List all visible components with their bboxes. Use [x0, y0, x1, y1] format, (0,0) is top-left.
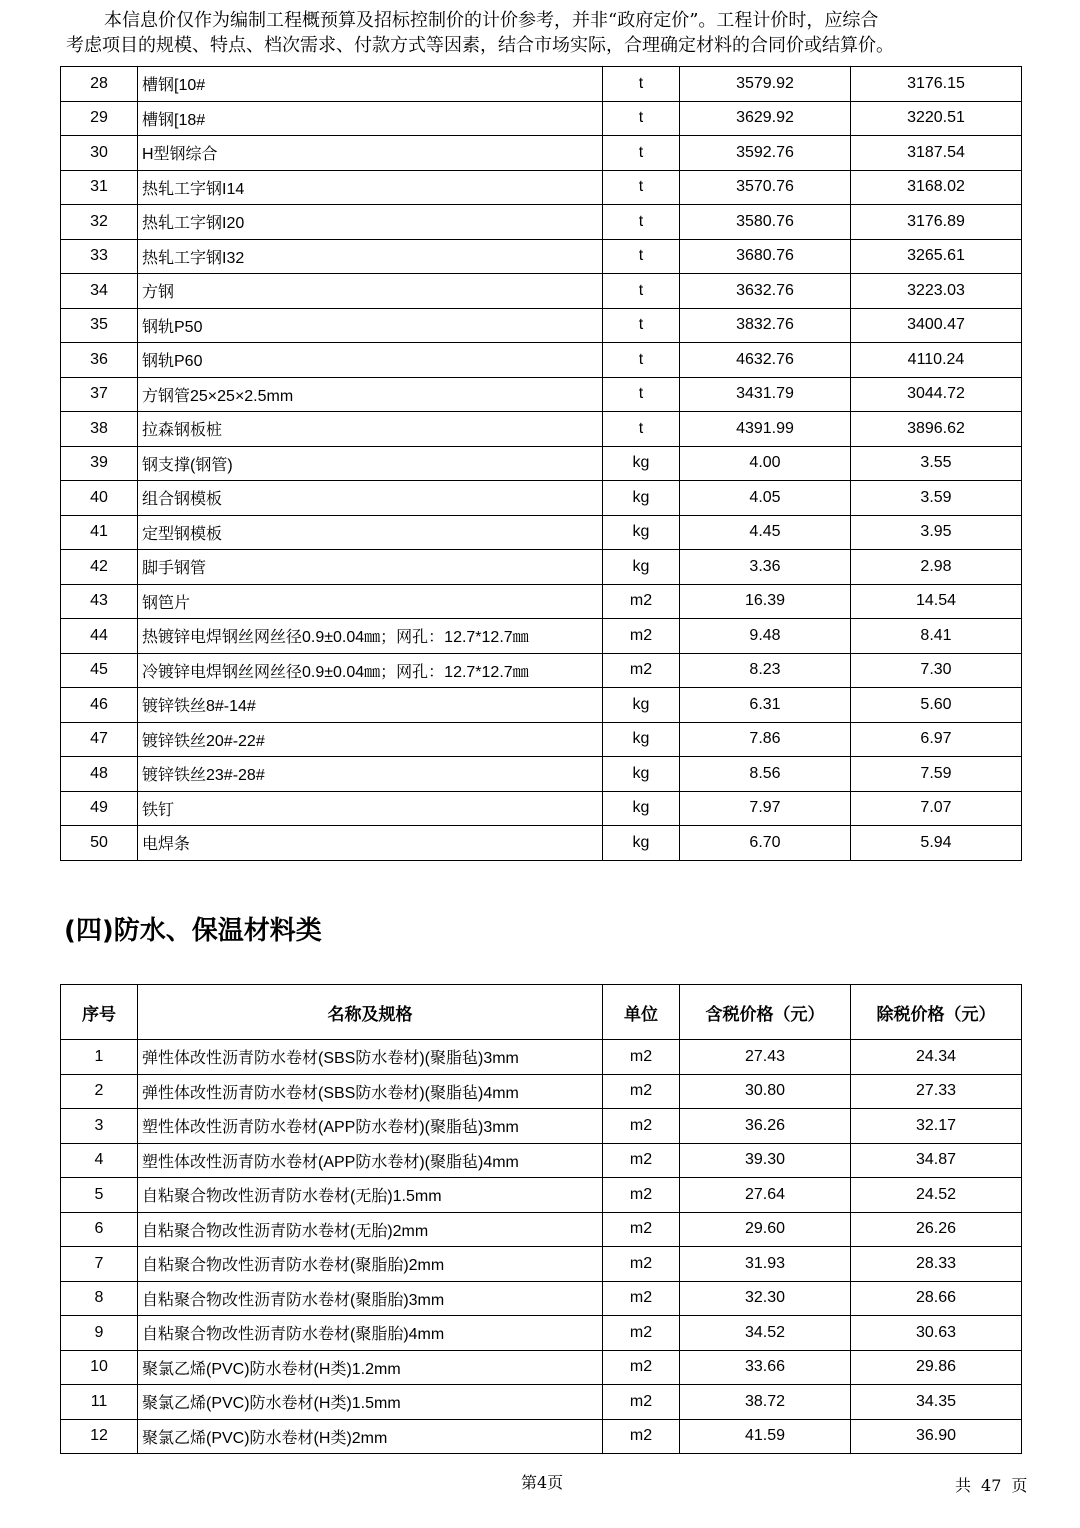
cell-name: 槽钢[18# [138, 101, 603, 136]
cell-price-notax: 3896.62 [851, 412, 1022, 447]
cell-unit: m2 [603, 619, 680, 654]
cell-no: 11 [61, 1385, 138, 1420]
cell-price-notax: 29.86 [851, 1350, 1022, 1385]
cell-price-notax: 5.94 [851, 826, 1022, 861]
header-name: 名称及规格 [138, 985, 603, 1040]
table-row [61, 101, 1022, 136]
cell-name: 镀锌铁丝8#-14# [138, 688, 603, 723]
cell-price-tax: 8.56 [680, 757, 851, 792]
cell-price-notax: 3.59 [851, 481, 1022, 516]
cell-unit: t [603, 239, 680, 274]
cell-no: 36 [61, 343, 138, 378]
table-row [61, 377, 1022, 412]
table-row [61, 515, 1022, 550]
cell-price-tax: 3580.76 [680, 205, 851, 240]
cell-price-notax: 34.35 [851, 1385, 1022, 1420]
cell-price-tax: 4.45 [680, 515, 851, 550]
cell-price-notax: 5.60 [851, 688, 1022, 723]
cell-name: 塑性体改性沥青防水卷材(APP防水卷材)(聚脂毡)4mm [138, 1143, 603, 1178]
page-total-suffix: 页 [1011, 1476, 1028, 1495]
table-row [61, 481, 1022, 516]
cell-no: 32 [61, 205, 138, 240]
cell-unit: m2 [603, 1281, 680, 1316]
cell-no: 6 [61, 1212, 138, 1247]
cell-no: 43 [61, 584, 138, 619]
cell-price-tax: 4.05 [680, 481, 851, 516]
cell-price-tax: 3570.76 [680, 170, 851, 205]
cell-price-notax: 24.52 [851, 1178, 1022, 1213]
table-row [61, 308, 1022, 343]
table-row [61, 343, 1022, 378]
cell-unit: m2 [603, 1143, 680, 1178]
cell-price-tax: 4632.76 [680, 343, 851, 378]
table-row [61, 826, 1022, 861]
cell-unit: kg [603, 550, 680, 585]
table-row [61, 584, 1022, 619]
table-row [61, 170, 1022, 205]
cell-unit: kg [603, 826, 680, 861]
table-row [61, 1385, 1022, 1420]
page-total [955, 1473, 1037, 1496]
header-no: 序号 [61, 985, 138, 1040]
cell-name: 铁钉 [138, 791, 603, 826]
cell-unit: t [603, 205, 680, 240]
cell-unit: t [603, 343, 680, 378]
cell-price-notax: 34.87 [851, 1143, 1022, 1178]
table-row [61, 67, 1022, 102]
cell-name: 聚氯乙烯(PVC)防水卷材(H类)1.5mm [138, 1385, 603, 1420]
cell-unit: m2 [603, 653, 680, 688]
cell-name: 自粘聚合物改性沥青防水卷材(聚脂胎)4mm [138, 1316, 603, 1351]
table-row [61, 1074, 1022, 1109]
cell-price-notax: 24.34 [851, 1040, 1022, 1075]
cell-unit: t [603, 274, 680, 309]
cell-name: 弹性体改性沥青防水卷材(SBS防水卷材)(聚脂毡)4mm [138, 1074, 603, 1109]
cell-no: 37 [61, 377, 138, 412]
cell-price-notax: 7.07 [851, 791, 1022, 826]
cell-price-tax: 34.52 [680, 1316, 851, 1351]
cell-no: 8 [61, 1281, 138, 1316]
cell-price-tax: 3629.92 [680, 101, 851, 136]
cell-name: 方钢管25×25×2.5mm [138, 377, 603, 412]
cell-price-tax: 3832.76 [680, 308, 851, 343]
cell-no: 45 [61, 653, 138, 688]
cell-price-tax: 36.26 [680, 1109, 851, 1144]
cell-price-notax: 3400.47 [851, 308, 1022, 343]
cell-price-notax: 3.95 [851, 515, 1022, 550]
cell-name: 自粘聚合物改性沥青防水卷材(无胎)2mm [138, 1212, 603, 1247]
cell-name: 钢轨P60 [138, 343, 603, 378]
table-row [61, 205, 1022, 240]
cell-unit: m2 [603, 1247, 680, 1282]
table-row [61, 1143, 1022, 1178]
table-row [61, 412, 1022, 447]
cell-price-notax: 8.41 [851, 619, 1022, 654]
cell-price-tax: 7.97 [680, 791, 851, 826]
cell-price-tax: 27.43 [680, 1040, 851, 1075]
cell-price-notax: 3223.03 [851, 274, 1022, 309]
cell-price-notax: 28.33 [851, 1247, 1022, 1282]
cell-name: 镀锌铁丝23#-28# [138, 757, 603, 792]
table-row [61, 791, 1022, 826]
cell-unit: kg [603, 722, 680, 757]
cell-no: 39 [61, 446, 138, 481]
cell-name: 冷镀锌电焊钢丝网丝径0.9±0.04㎜；网孔：12.7*12.7㎜ [138, 653, 603, 688]
cell-price-tax: 38.72 [680, 1385, 851, 1420]
cell-no: 40 [61, 481, 138, 516]
table-row [61, 446, 1022, 481]
cell-price-tax: 8.23 [680, 653, 851, 688]
cell-no: 42 [61, 550, 138, 585]
table-row [61, 1281, 1022, 1316]
page-total-prefix: 共 [955, 1476, 972, 1495]
section-title: (四)防水、保温材料类 [64, 916, 322, 946]
cell-name: 定型钢模板 [138, 515, 603, 550]
cell-price-notax: 3168.02 [851, 170, 1022, 205]
cell-name: 钢笆片 [138, 584, 603, 619]
cell-unit: m2 [603, 1074, 680, 1109]
cell-price-notax: 32.17 [851, 1109, 1022, 1144]
cell-name: H型钢综合 [138, 136, 603, 171]
table-row [61, 1109, 1022, 1144]
cell-price-tax: 7.86 [680, 722, 851, 757]
cell-no: 9 [61, 1316, 138, 1351]
table-row [61, 1178, 1022, 1213]
disclaimer-line-1: 本信息价仅作为编制工程概预算及招标控制价的计价参考，并非“政府定价”。工程计价时，应综合 [104, 10, 879, 31]
cell-price-tax: 33.66 [680, 1350, 851, 1385]
cell-price-notax: 2.98 [851, 550, 1022, 585]
table-row [61, 1419, 1022, 1454]
cell-no: 28 [61, 67, 138, 102]
cell-name: 钢轨P50 [138, 308, 603, 343]
cell-no: 10 [61, 1350, 138, 1385]
cell-unit: t [603, 377, 680, 412]
cell-unit: m2 [603, 1212, 680, 1247]
cell-no: 48 [61, 757, 138, 792]
cell-price-tax: 4.00 [680, 446, 851, 481]
cell-price-tax: 39.30 [680, 1143, 851, 1178]
cell-price-notax: 36.90 [851, 1419, 1022, 1454]
cell-unit: t [603, 308, 680, 343]
table-header-row [61, 985, 1022, 1040]
cell-price-notax: 7.59 [851, 757, 1022, 792]
cell-price-notax: 6.97 [851, 722, 1022, 757]
cell-price-notax: 26.26 [851, 1212, 1022, 1247]
table-row [61, 550, 1022, 585]
cell-name: 热轧工字钢I32 [138, 239, 603, 274]
cell-price-notax: 3220.51 [851, 101, 1022, 136]
cell-unit: m2 [603, 1178, 680, 1213]
cell-unit: m2 [603, 1316, 680, 1351]
steel-price-table [60, 66, 1022, 861]
waterproof-price-table [60, 984, 1022, 1454]
cell-unit: t [603, 67, 680, 102]
cell-name: 塑性体改性沥青防水卷材(APP防水卷材)(聚脂毡)3mm [138, 1109, 603, 1144]
page-number: 第4页 [521, 1473, 564, 1492]
cell-name: 弹性体改性沥青防水卷材(SBS防水卷材)(聚脂毡)3mm [138, 1040, 603, 1075]
table-row [61, 274, 1022, 309]
table-row [61, 239, 1022, 274]
table-row [61, 722, 1022, 757]
cell-price-notax: 3265.61 [851, 239, 1022, 274]
cell-unit: kg [603, 791, 680, 826]
cell-unit: m2 [603, 1350, 680, 1385]
table-row [61, 688, 1022, 723]
cell-no: 2 [61, 1074, 138, 1109]
cell-no: 38 [61, 412, 138, 447]
cell-no: 3 [61, 1109, 138, 1144]
header-price-notax: 除税价格（元） [851, 985, 1022, 1040]
cell-no: 34 [61, 274, 138, 309]
cell-price-tax: 6.70 [680, 826, 851, 861]
cell-price-notax: 3187.54 [851, 136, 1022, 171]
cell-price-tax: 9.48 [680, 619, 851, 654]
cell-price-notax: 30.63 [851, 1316, 1022, 1351]
cell-name: 热镀锌电焊钢丝网丝径0.9±0.04㎜；网孔：12.7*12.7㎜ [138, 619, 603, 654]
cell-price-tax: 3431.79 [680, 377, 851, 412]
cell-price-notax: 3176.89 [851, 205, 1022, 240]
cell-price-notax: 4110.24 [851, 343, 1022, 378]
cell-name: 自粘聚合物改性沥青防水卷材(无胎)1.5mm [138, 1178, 603, 1213]
table-row [61, 136, 1022, 171]
cell-no: 46 [61, 688, 138, 723]
cell-price-notax: 3.55 [851, 446, 1022, 481]
table-row [61, 653, 1022, 688]
cell-unit: t [603, 412, 680, 447]
cell-name: 自粘聚合物改性沥青防水卷材(聚脂胎)3mm [138, 1281, 603, 1316]
cell-price-notax: 27.33 [851, 1074, 1022, 1109]
cell-unit: kg [603, 515, 680, 550]
cell-price-tax: 4391.99 [680, 412, 851, 447]
cell-unit: m2 [603, 1040, 680, 1075]
table-row [61, 757, 1022, 792]
cell-no: 49 [61, 791, 138, 826]
cell-no: 30 [61, 136, 138, 171]
cell-price-tax: 6.31 [680, 688, 851, 723]
cell-no: 5 [61, 1178, 138, 1213]
table-row [61, 1040, 1022, 1075]
cell-price-tax: 27.64 [680, 1178, 851, 1213]
cell-price-tax: 29.60 [680, 1212, 851, 1247]
table-row [61, 1316, 1022, 1351]
cell-price-notax: 3176.15 [851, 67, 1022, 102]
pricing-disclaimer [60, 8, 1020, 58]
cell-unit: kg [603, 688, 680, 723]
cell-price-tax: 41.59 [680, 1419, 851, 1454]
cell-no: 50 [61, 826, 138, 861]
cell-price-tax: 3579.92 [680, 67, 851, 102]
cell-no: 35 [61, 308, 138, 343]
cell-price-tax: 31.93 [680, 1247, 851, 1282]
cell-price-tax: 16.39 [680, 584, 851, 619]
cell-price-tax: 32.30 [680, 1281, 851, 1316]
cell-unit: t [603, 136, 680, 171]
cell-price-tax: 30.80 [680, 1074, 851, 1109]
page-total-count: 47 [981, 1476, 1002, 1495]
cell-name: 自粘聚合物改性沥青防水卷材(聚脂胎)2mm [138, 1247, 603, 1282]
cell-name: 电焊条 [138, 826, 603, 861]
cell-price-tax: 3680.76 [680, 239, 851, 274]
cell-name: 槽钢[10# [138, 67, 603, 102]
table-row [61, 1212, 1022, 1247]
cell-unit: m2 [603, 584, 680, 619]
cell-price-notax: 7.30 [851, 653, 1022, 688]
cell-price-notax: 28.66 [851, 1281, 1022, 1316]
cell-name: 拉森钢板桩 [138, 412, 603, 447]
cell-unit: kg [603, 481, 680, 516]
cell-no: 4 [61, 1143, 138, 1178]
cell-unit: m2 [603, 1109, 680, 1144]
table-row [61, 1350, 1022, 1385]
cell-no: 33 [61, 239, 138, 274]
cell-name: 聚氯乙烯(PVC)防水卷材(H类)1.2mm [138, 1350, 603, 1385]
cell-name: 热轧工字钢I20 [138, 205, 603, 240]
cell-name: 脚手钢管 [138, 550, 603, 585]
cell-no: 44 [61, 619, 138, 654]
cell-no: 31 [61, 170, 138, 205]
header-unit: 单位 [603, 985, 680, 1040]
cell-unit: t [603, 170, 680, 205]
cell-no: 1 [61, 1040, 138, 1075]
cell-price-tax: 3632.76 [680, 274, 851, 309]
cell-unit: m2 [603, 1385, 680, 1420]
cell-price-tax: 3592.76 [680, 136, 851, 171]
cell-unit: m2 [603, 1419, 680, 1454]
table-row [61, 1247, 1022, 1282]
cell-unit: kg [603, 446, 680, 481]
cell-name: 方钢 [138, 274, 603, 309]
header-price-tax: 含税价格（元） [680, 985, 851, 1040]
cell-price-notax: 3044.72 [851, 377, 1022, 412]
cell-name: 热轧工字钢I14 [138, 170, 603, 205]
cell-unit: t [603, 101, 680, 136]
table-row [61, 619, 1022, 654]
cell-no: 7 [61, 1247, 138, 1282]
cell-price-tax: 3.36 [680, 550, 851, 585]
cell-name: 钢支撑(钢管) [138, 446, 603, 481]
cell-name: 聚氯乙烯(PVC)防水卷材(H类)2mm [138, 1419, 603, 1454]
cell-no: 41 [61, 515, 138, 550]
cell-name: 镀锌铁丝20#-22# [138, 722, 603, 757]
cell-name: 组合钢模板 [138, 481, 603, 516]
cell-no: 47 [61, 722, 138, 757]
cell-no: 29 [61, 101, 138, 136]
cell-price-notax: 14.54 [851, 584, 1022, 619]
disclaimer-line-2: 考虑项目的规模、特点、档次需求、付款方式等因素，结合市场实际，合理确定材料的合同价或结算价。 [66, 35, 894, 56]
cell-unit: kg [603, 757, 680, 792]
cell-no: 12 [61, 1419, 138, 1454]
